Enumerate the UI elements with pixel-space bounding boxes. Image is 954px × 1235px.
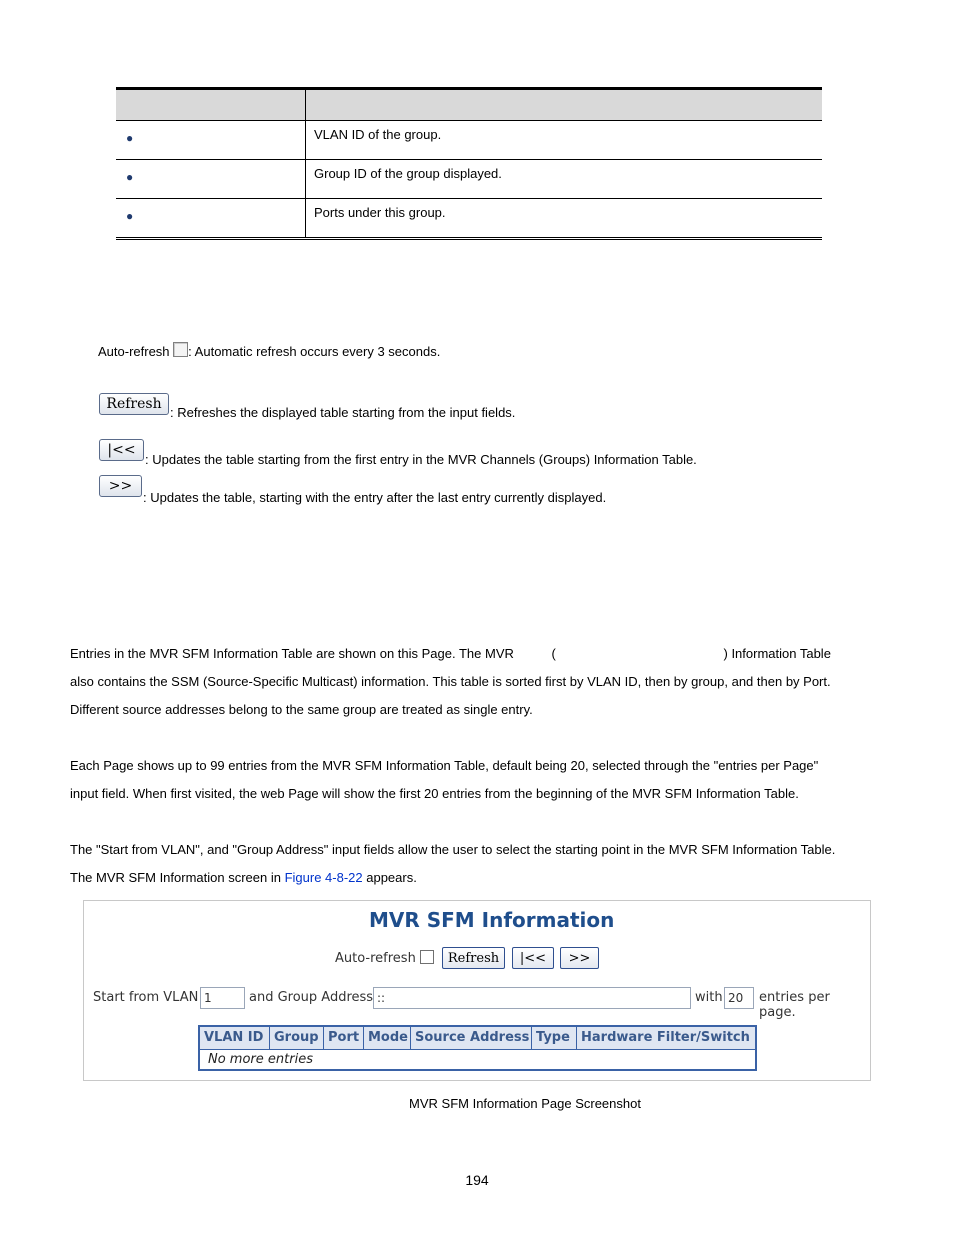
empty-message: No more entries bbox=[200, 1049, 755, 1069]
with-label: with bbox=[695, 990, 723, 1005]
text-line: Each Page shows up to 99 entries from the MVR SFM Information Table, default being 20, selected through the "entries per Page" bbox=[70, 758, 819, 773]
text-span: The MVR SFM Information screen in bbox=[70, 870, 285, 885]
mvr-sfm-screenshot bbox=[83, 900, 871, 1081]
column-header[interactable]: Hardware Filter/Switch bbox=[581, 1030, 750, 1045]
text-span: ) Information Table bbox=[723, 646, 831, 661]
next-page-button[interactable]: >> bbox=[560, 947, 599, 969]
row-description: Ports under this group. bbox=[314, 205, 446, 220]
next-page-desc: : Updates the table, starting with the entry after the last entry currently displayed. bbox=[143, 490, 607, 505]
column-header[interactable]: Source Address bbox=[411, 1027, 532, 1049]
column-header[interactable]: Type bbox=[532, 1027, 577, 1049]
first-page-button[interactable]: |<< bbox=[512, 947, 554, 969]
first-page-button-image: |<< bbox=[99, 439, 144, 461]
bullet-icon: ● bbox=[126, 170, 134, 184]
table-row bbox=[116, 121, 822, 160]
autorefresh-desc: : Automatic refresh occurs every 3 seconds. bbox=[188, 344, 441, 359]
sfm-table bbox=[198, 1025, 757, 1071]
figure-caption: MVR SFM Information Page Screenshot bbox=[409, 1096, 641, 1111]
start-vlan-input[interactable]: 1 bbox=[200, 987, 245, 1009]
page-number: 194 bbox=[465, 1172, 489, 1188]
first-page-desc: : Updates the table starting from the first entry in the MVR Channels (Groups) Information Table. bbox=[145, 452, 697, 467]
entries-per-page-input[interactable]: 20 bbox=[724, 987, 754, 1009]
start-vlan-label: Start from VLAN bbox=[93, 990, 199, 1005]
next-page-button-image: >> bbox=[99, 475, 142, 497]
screenshot-title: MVR SFM Information bbox=[369, 908, 615, 932]
autorefresh-label: Auto-refresh bbox=[98, 344, 170, 359]
entries-per-page-label: entries per page. bbox=[759, 990, 830, 1020]
text-span: ( bbox=[551, 646, 556, 661]
table-row bbox=[116, 199, 822, 237]
table-row bbox=[116, 160, 822, 199]
paragraph-entries bbox=[70, 752, 900, 808]
parameter-table bbox=[116, 87, 822, 240]
parameter-table-header bbox=[116, 90, 822, 121]
group-address-input[interactable]: :: bbox=[373, 987, 691, 1009]
column-header[interactable]: VLAN ID bbox=[200, 1027, 270, 1049]
group-address-label: and Group Address bbox=[249, 990, 374, 1005]
autorefresh-checkbox[interactable] bbox=[420, 950, 434, 964]
refresh-button-image: Refresh bbox=[99, 393, 169, 415]
text-span: Entries in the MVR SFM Information Table are shown on this Page. The MVR bbox=[70, 646, 514, 661]
paragraph-start bbox=[70, 836, 920, 892]
text-line: input field. When first visited, the web Page will show the first 20 entries from the beginning of the MVR SFM Information Table. bbox=[70, 786, 799, 801]
column-header[interactable]: Group bbox=[270, 1027, 324, 1049]
autorefresh-label: Auto-refresh bbox=[335, 951, 416, 966]
sfm-table-header bbox=[200, 1027, 755, 1049]
bullet-icon: ● bbox=[126, 209, 134, 223]
paragraph-intro bbox=[70, 640, 900, 724]
autorefresh-checkbox-icon bbox=[173, 342, 188, 357]
text-line: The "Start from VLAN", and "Group Address" input fields allow the user to select the starting point in the MVR SFM Information Table. bbox=[70, 842, 836, 857]
text-span: appears. bbox=[362, 870, 417, 885]
autorefresh-line bbox=[98, 344, 440, 360]
column-header[interactable]: Port bbox=[324, 1027, 364, 1049]
text-line: also contains the SSM (Source-Specific Multicast) information. This table is sorted first by VLAN ID, then by group, and then by Port. bbox=[70, 674, 831, 689]
row-description: VLAN ID of the group. bbox=[314, 127, 442, 142]
bullet-icon: ● bbox=[126, 131, 134, 145]
refresh-desc: : Refreshes the displayed table starting from the input fields. bbox=[170, 405, 516, 420]
refresh-button[interactable]: Refresh bbox=[442, 947, 505, 969]
text-line: Different source addresses belong to the same group are treated as single entry. bbox=[70, 702, 533, 717]
row-description: Group ID of the group displayed. bbox=[314, 166, 502, 181]
column-header[interactable]: Mode bbox=[364, 1027, 411, 1049]
figure-link[interactable]: Figure 4-8-22 bbox=[284, 870, 363, 885]
